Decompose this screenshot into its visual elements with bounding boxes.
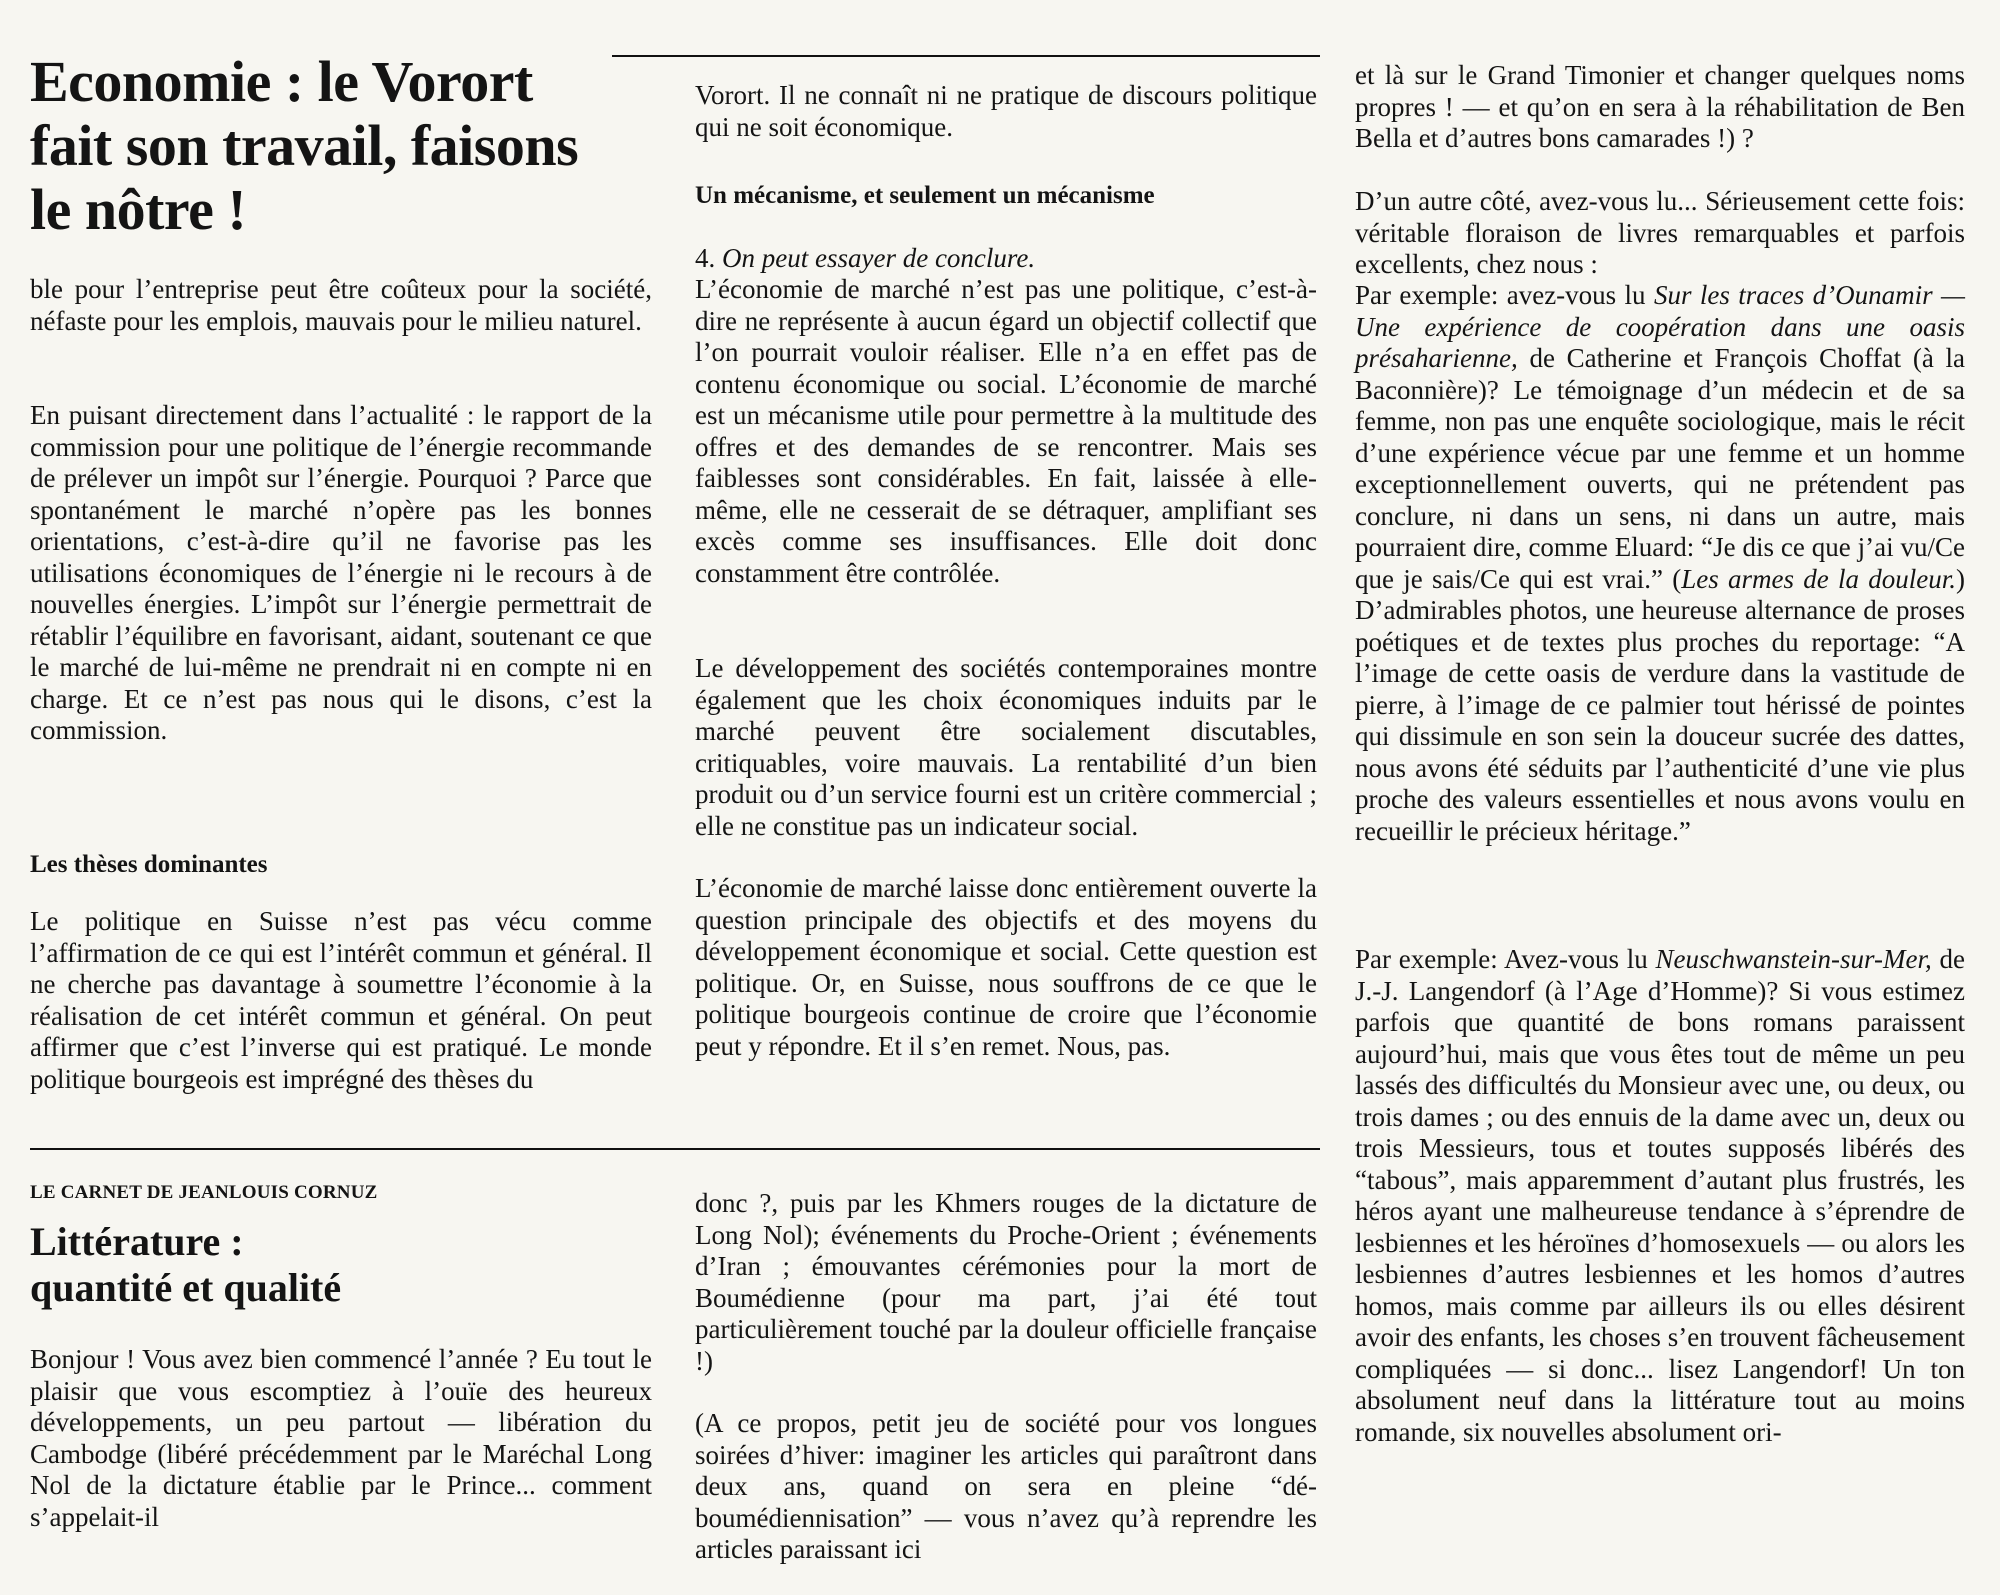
article2-col2-paragraph-2: (A ce propos, petit jeu de société pour vos longues soirées d’hiver: imaginer les articles qui paraîtront dans deux ans, quand on sera en pleine “dé-boumédiennisation” — vous n’avez qu’à reprendre les articles paraissant ici xyxy=(695,1408,1317,1564)
article1-subhead-theses: Les thèses dominantes xyxy=(30,851,268,878)
section-divider-rule xyxy=(30,1148,1320,1150)
article1-col2-paragraph-4: Le développement des sociétés contemporaines montre également que les choix économiques induits par le marché peuvent être socialement discutables, critiquables, voire mauvais. La rentabilité d’un bien produit ou d’un service fourni est un critère commercial ; elle ne constitue pas un indicateur social. xyxy=(695,653,1317,841)
article2-kicker: LE CARNET DE JEANLOUIS CORNUZ xyxy=(30,1182,378,1203)
article2-col3-paragraph-2: D’un autre côté, avez-vous lu... Sérieusement cette fois: véritable floraison de livres remarquables et parfois excellents, chez nous : xyxy=(1355,186,1965,279)
article1-col2-conclude-line xyxy=(695,243,1317,275)
article1-col1-paragraph-3: Le politique en Suisse n’est pas vécu comme l’affirmation de ce qui est l’intérêt commun et général. Il ne cherche pas davantage à soumettre l’économie à la réalisation de cet intérêt commun et général. On peut affirmer que c’est l’inverse qui est pratiqué. Le monde politique bourgeois est imprégné des thèses du xyxy=(30,906,652,1094)
article1-headline: Economie : le Vorort fait son travail, faisons le nôtre ! xyxy=(30,49,579,242)
article1-col2-paragraph-3: L’économie de marché n’est pas une politique, c’est-à-dire ne représente à aucun égard un objectif collectif que l’on pourrait vouloir réaliser. Elle n’a en effet pas de contenu économique ou social. L’économie de marché est un mécanisme utile pour permettre à la multitude des offres et des demandes de se rencontrer. Mais ses faiblesses sont considérables. En fait, laissée à elle-même, elle ne cesserait de se détraquer, amplifiant ses excès comme ses insuffisances. Elle doit donc constamment être contrôlée. xyxy=(695,274,1317,588)
article1-col1-paragraph-1: ble pour l’entreprise peut être coûteux pour la société, néfaste pour les emplois, mauvais pour le milieu naturel. xyxy=(30,274,652,336)
book-title-ounamir: Sur les traces d’Ounamir — Une expérience de coopération dans une oasis présaharienne, xyxy=(1355,280,1965,373)
article1-col2-paragraph-1: Vorort. Il ne connaît ni ne pratique de discours politique qui ne soit économique. xyxy=(695,80,1317,142)
book-title-neuschwanstein: Neuschwanstein-sur-Mer, xyxy=(1655,944,1932,974)
article2-col3-paragraph-3 xyxy=(1355,280,1965,847)
article2-col3-paragraph-4 xyxy=(1355,944,1965,1448)
article1-col1-paragraph-2: En puisant directement dans l’actualité : le rapport de la commission pour une politique de l’énergie recommande de prélever un impôt sur l’énergie. Pourquoi ? Parce que spontanément le marché n’opère pas les bonnes orientations, c’est-à-dire qu’il ne favorise pas les utilisations économiques de l’énergie ni le recours à de nouvelles énergies. L’impôt sur l’énergie permettrait de rétablir l’équilibre en favorisant, aidant, soutenant ce que le marché de lui-même ne prendrait ni en compte ni en charge. Et ce n’est pas nous qui le disons, c’est la commission. xyxy=(30,400,652,745)
article1-col2-paragraph-5: L’économie de marché laisse donc entièrement ouverte la question principale des objectifs et des moyens du développement économique et social. Cette question est politique. Or, en Suisse, nous souffrons de ce que le politique bourgeois continue de croire que l’économie peut y répondre. Et il s’en remet. Nous, pas. xyxy=(695,873,1317,1061)
article2-col2-paragraph-1: donc ?, puis par les Khmers rouges de la dictature de Long Nol); événements du Proche-Orient ; événements d’Iran ; émouvantes cérémonies pour la mort de Boumédienne (pour ma part, j’ai été tout particulièrement touché par la douleur officielle française !) xyxy=(695,1188,1317,1376)
col3-p4-body: de J.-J. Langendorf (à l’Age d’Homme)? Si vous estimez parfois que quantité de bons romans paraissent aujourd’hui, mais que vous êtes tout de même un peu lassés des difficultés du Monsieur avec une, ou deux, ou trois dames ; ou des ennuis de la dame avec un, deux ou trois Messieurs, tous et toutes supposés libérés des “tabous”, mais apparemment d’autant plus frustrés, les héros ayant une malheureuse tendance à s’éprendre de lesbiennes et les héroïnes d’homosexuels — ou alors les lesbiennes d’autres lesbiennes et les homos d’autres homos, mais comme par ailleurs ils ou elles désirent avoir des enfants, les choses s’en trouvent fâcheusement compliquées — si donc... lisez Langendorf! Un ton absolument neuf dans la littérature tout au moins romande, six nouvelles absolument ori- xyxy=(1355,944,1965,1447)
article2-col1-paragraph-1: Bonjour ! Vous avez bien commencé l’année ? Eu tout le plaisir que vous escomptiez à l’ouïe des heureux développements, un peu partout — libération du Cambodge (libéré précédemment par le Maréchal Long Nol de la dictature établie par le Prince... comment s’appelait-il xyxy=(30,1344,652,1532)
article2-headline-line-1: Littérature : xyxy=(30,1219,244,1264)
book-title-armes: Les armes de la douleur. xyxy=(1681,563,1956,594)
article1-subhead-mecanisme: Un mécanisme, et seulement un mécanisme xyxy=(695,182,1155,209)
conclude-italic: On peut essayer de conclure. xyxy=(722,243,1036,273)
article2-col3-paragraph-1: et là sur le Grand Timonier et changer quelques noms propres ! — et qu’on en sera à la réhabilitation de Ben Bella et d’autres bons camarades !) ? xyxy=(1355,60,1965,153)
col3-p3-lead: Par exemple: avez-vous lu xyxy=(1355,280,1646,310)
col3-p4-lead: Par exemple: Avez-vous lu xyxy=(1355,944,1648,974)
article2-headline-line-2: quantité et qualité xyxy=(30,1265,342,1310)
col3-p3-body: de Catherine et François Choffat (à la Baconnière)? Le témoignage d’un médecin et de sa femme, non pas une enquête sociologique, mais le récit d’une expérience vécue par une femme et un homme exceptionnellement ouverts, qui ne prétendent pas conclure, ni dans un sens, ni dans un autre, mais pourraient dire, comme Eluard: “Je dis ce que j’ai vu/Ce que je sais/Ce qui est vrai.” ( xyxy=(1355,343,1965,594)
col3-p3-tail: ) D’admirables photos, une heureuse alternance de proses poétiques et de textes plus proches du reportage: “A l’image de cette oasis de verdure dans la vastitude de pierre, à l’image de ce palmier tout hérissé de pointes qui dissimule en son sein la douceur sucrée des dattes, nous avons été séduits par l’authenticité d’une vie plus proche des valeurs essentielles et nous avons voulu en recueillir le précieux héritage.” xyxy=(1355,563,1965,846)
top-rule-col2 xyxy=(612,55,1320,57)
conclude-number: 4. xyxy=(695,243,716,273)
